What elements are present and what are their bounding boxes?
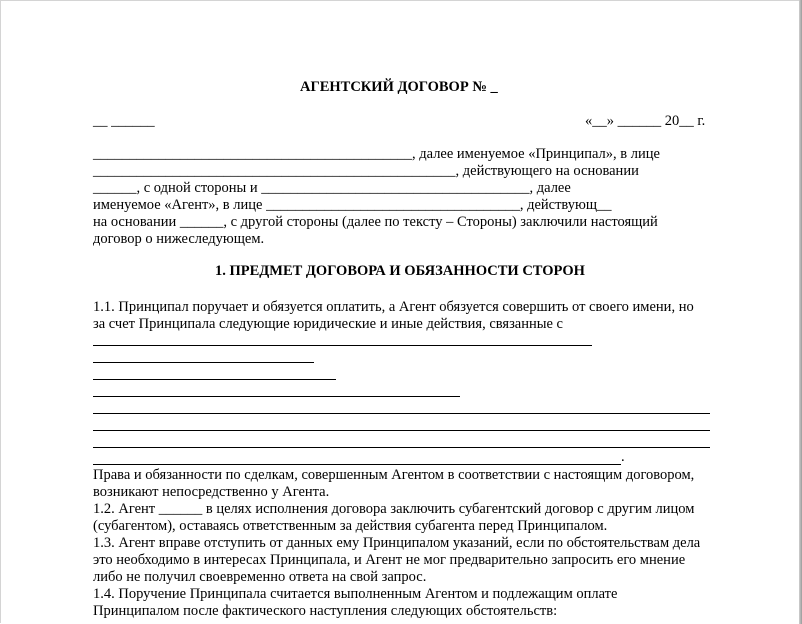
preamble-line-5: на основании ______, с другой стороны (далее по тексту – Стороны) заключили настоящий: [93, 214, 658, 230]
clause-1-1-line-1: 1.1. Принципал поручает и обязуется оплатить, а Агент обязуется совершить от своего имени, но: [93, 299, 694, 315]
preamble-line-3: ______, с одной стороны и _____________________________________, далее: [93, 180, 571, 196]
clause-1-4-line-1: 1.4. Поручение Принципала считается выполненным Агентом и подлежащим оплате: [93, 586, 618, 602]
paragraph-line-1: Права и обязанности по сделкам, совершенным Агентом в соответствии с настоящим договором,: [93, 467, 695, 483]
date-right: «__» ______ 20__ г.: [585, 113, 706, 129]
clause-1-3-line-1: 1.3. Агент вправе отступить от данных ему Принципалом указаний, если по обстоятельствам дела: [93, 535, 701, 551]
date-left: __ ______: [93, 113, 155, 129]
blank-line: [93, 447, 710, 448]
section-title: 1. ПРЕДМЕТ ДОГОВОРА И ОБЯЗАННОСТИ СТОРОН: [215, 263, 585, 279]
preamble-line-1: ____________________________________________, далее именуемое «Принципал», в лице: [93, 146, 660, 162]
blank-line: [93, 362, 314, 363]
blank-line: [93, 413, 710, 414]
preamble-line-2: __________________________________________________, действующего на основании: [93, 163, 639, 179]
document-title: АГЕНТСКИЙ ДОГОВОР № _: [300, 79, 498, 95]
clause-1-2-line-2: (субагентом), оставаясь ответственным за действия субагента перед Принципалом.: [93, 518, 608, 534]
blank-line: [93, 379, 336, 380]
clause-1-1-line-2: за счет Принципала следующие юридические и иные действия, связанные с: [93, 316, 563, 332]
blank-line: [93, 396, 460, 397]
preamble-line-4: именуемое «Агент», в лице ___________________________________, действующ__: [93, 197, 612, 213]
preamble-line-6: договор о нижеследующем.: [93, 231, 265, 247]
clause-1-3-line-3: либо не получил своевременно ответа на свой запрос.: [93, 569, 427, 585]
blank-line: [93, 345, 592, 346]
clause-1-4-line-2: Принципалом после фактического наступления следующих обстоятельств:: [93, 603, 558, 619]
blank-line: [93, 464, 621, 465]
paragraph-line-2: возникают непосредственно у Агента.: [93, 484, 330, 500]
clause-1-3-line-2: это необходимо в интересах Принципала, и Агент не мог предварительно запросить его мнение: [93, 552, 686, 568]
blank-lines-end: .: [621, 449, 625, 465]
clause-1-2-line-1: 1.2. Агент ______ в целях исполнения договора заключить субагентский договор с другим лицом: [93, 501, 695, 517]
blank-line: [93, 430, 710, 431]
